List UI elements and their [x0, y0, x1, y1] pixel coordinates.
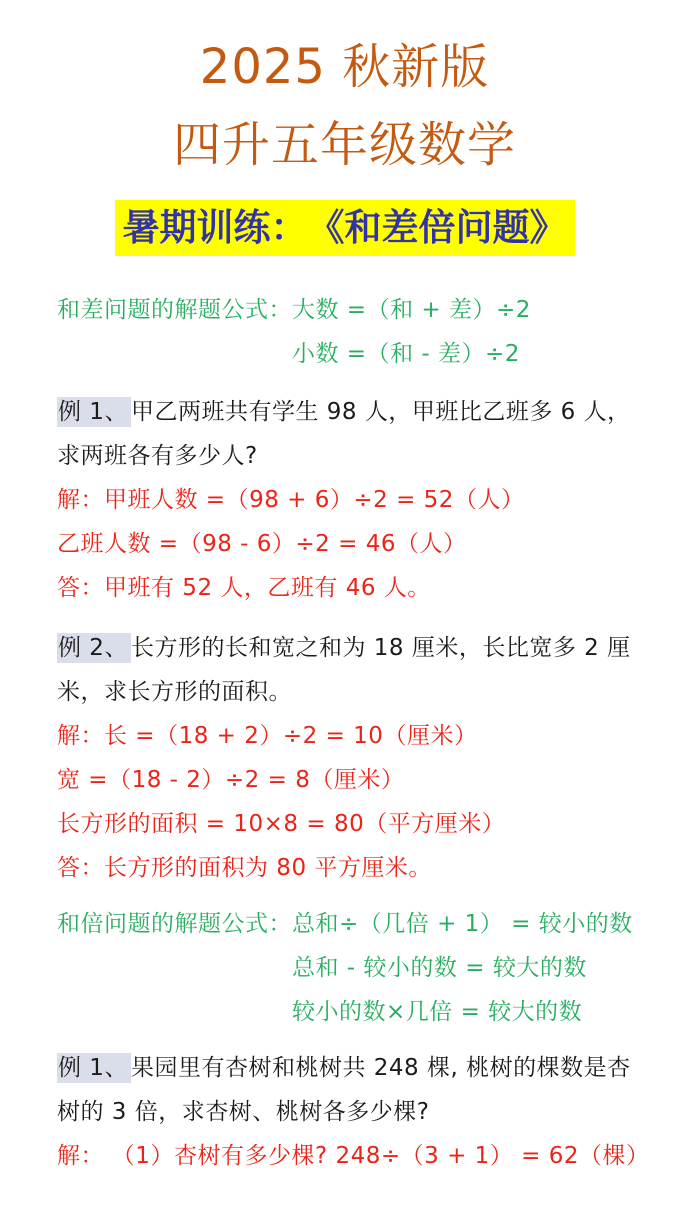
solution-line: 解：长 =（18 + 2）÷2 = 10（厘米）: [57, 723, 478, 749]
sum-diff-formula-lines: [292, 288, 531, 376]
sum-diff-formula-label: 和差问题的解题公式：: [57, 297, 292, 323]
example3-question-text: 果园里有杏树和桃树共 248 棵, 桃树的棵数是杏树的 3 倍，求杏树、桃树各多少棵?: [57, 1055, 631, 1125]
example3-label: 例 1、: [57, 1053, 131, 1083]
solution-line: 宽 =（18 - 2）÷2 = 8（厘米）: [57, 767, 405, 793]
sum-multiple-formula-label: 和倍问题的解题公式：: [57, 911, 292, 937]
formula-line: 总和 - 较小的数 = 较大的数: [292, 955, 587, 981]
example2-question: [57, 626, 632, 714]
solution-line: 长方形的面积 = 10×8 = 80（平方厘米）: [57, 811, 506, 837]
sum-diff-formula-block: [57, 288, 632, 376]
formula-line: 大数 =（和 + 差）÷2: [292, 297, 531, 323]
solution-line: 解： （1）杏树有多少棵? 248÷（3 + 1） = 62（棵）: [57, 1143, 650, 1169]
solution-line: 答：甲班有 52 人，乙班有 46 人。: [57, 575, 431, 601]
solution-line: 答：长方形的面积为 80 平方厘米。: [57, 855, 432, 881]
solution-line: 乙班人数 =（98 - 6）÷2 = 46（人）: [57, 531, 467, 557]
example3-question: [57, 1046, 632, 1134]
sum-multiple-formula-block: [57, 902, 632, 1034]
example2-question-text: 长方形的长和宽之和为 18 厘米，长比宽多 2 厘米，求长方形的面积。: [57, 635, 631, 705]
example1-solution: [57, 478, 632, 610]
solution-line: 解：甲班人数 =（98 + 6）÷2 = 52（人）: [57, 487, 525, 513]
sum-multiple-formula-lines: [292, 902, 633, 1034]
example1-question: [57, 390, 632, 478]
page-title-line1: 2025 秋新版: [199, 39, 490, 95]
example2-solution: [57, 714, 632, 890]
formula-line: 较小的数×几倍 = 较大的数: [292, 999, 583, 1025]
example2-label: 例 2、: [57, 633, 131, 663]
formula-line: 小数 =（和 - 差）÷2: [292, 341, 520, 367]
formula-line: 总和÷（几倍 + 1） = 较小的数: [292, 911, 633, 937]
example1-question-text: 甲乙两班共有学生 98 人，甲班比乙班多 6 人，求两班各有多少人?: [57, 399, 631, 469]
example1-label: 例 1、: [57, 397, 131, 427]
topic-banner: 暑期训练： 《和差倍问题》: [115, 200, 575, 256]
banner-row: [57, 200, 632, 256]
page-title-line2: 四升五年级数学: [172, 117, 516, 173]
example3-solution: [57, 1134, 650, 1178]
